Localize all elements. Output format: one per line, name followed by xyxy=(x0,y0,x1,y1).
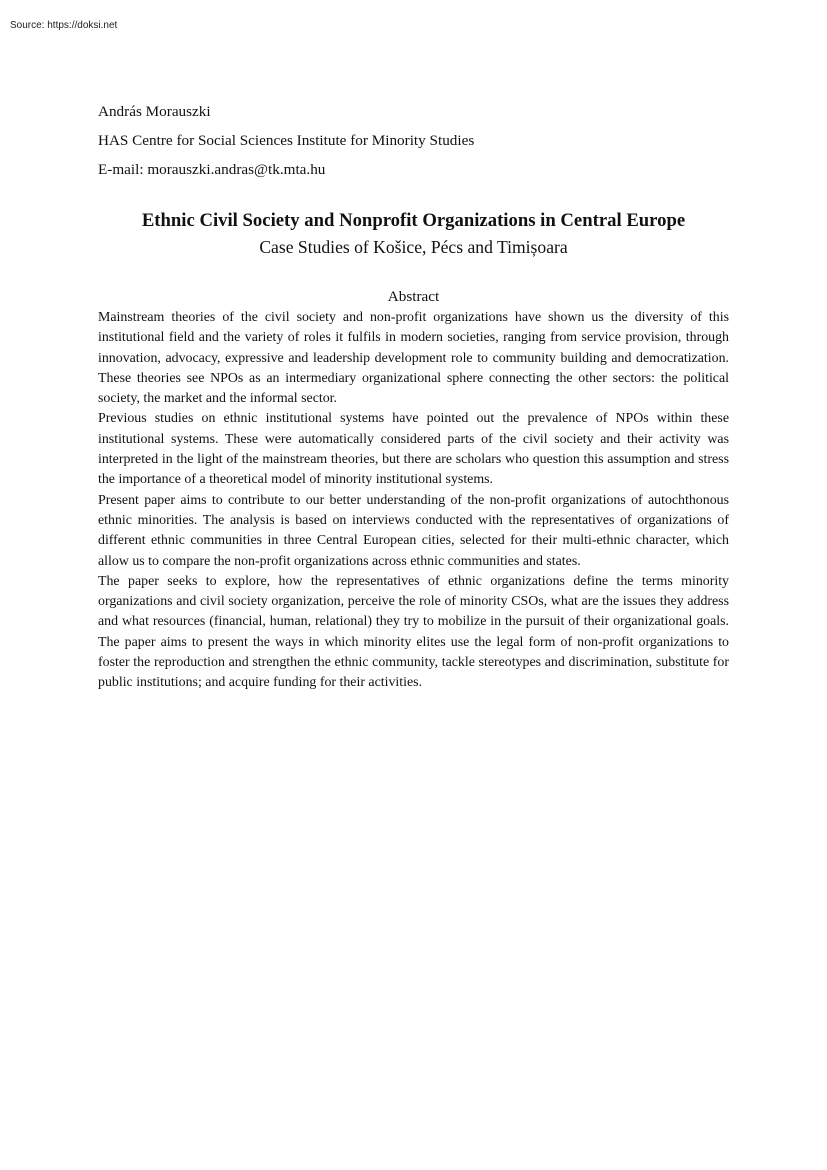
abstract-heading: Abstract xyxy=(387,288,440,305)
author-name: András Morauszki xyxy=(98,103,211,120)
abstract-paragraph: Present paper aims to contribute to our better understanding of the non-profit organizations of autochthonous ethnic minorities. The analysis is based on interviews conducted with the representatives of organizations of different ethnic communities in three Central European cities, selected for their multi-ethnic character, which allow us to compare the non-profit organizations across ethnic communities and states. xyxy=(98,492,729,569)
abstract-paragraph: The paper seeks to explore, how the representatives of ethnic organizations define the terms minority organizations and civil society organization, perceive the role of minority CSOs, what are the issues they address and what resources (financial, human, relational) they try to mobilize in the pursuit of their organizational goals. The paper aims to present the ways in which minority elites use the legal form of non-profit organizations to foster the reproduction and strengthen the ethnic community, tackle stereotypes and discrimination, substitute for public institutions; and acquire funding for their activities. xyxy=(98,573,729,691)
author-affiliation: HAS Centre for Social Sciences Institute for Minority Studies xyxy=(98,132,475,149)
abstract-paragraph: Mainstream theories of the civil society and non-profit organizations have shown us the diversity of this institutional field and the variety of roles it fulfils in modern societies, ranging from service provision, through innovation, advocacy, expressive and leadership development role to community building and democratization. These theories see NPOs as an intermediary organizational sphere connecting the other sectors: the political society, the market and the informal sector. xyxy=(98,310,729,407)
paper-subtitle: Case Studies of Košice, Pécs and Timișoara xyxy=(259,237,568,257)
author-email[interactable]: E-mail: morauszki.andras@tk.mta.hu xyxy=(98,161,326,178)
author-block xyxy=(98,97,738,184)
abstract-paragraph: Previous studies on ethnic institutional systems have pointed out the prevalence of NPOs within these institutional systems. These were automatically considered parts of the civil society and their activity was interpreted in the light of the mainstream theories, but there are scholars who question this assumption and stress the importance of a theoretical model of minority institutional systems. xyxy=(98,411,729,488)
source-link[interactable]: Source: https://doksi.net xyxy=(10,20,118,31)
paper-title: Ethnic Civil Society and Nonprofit Organizations in Central Europe xyxy=(141,210,686,231)
abstract-body xyxy=(98,308,729,694)
